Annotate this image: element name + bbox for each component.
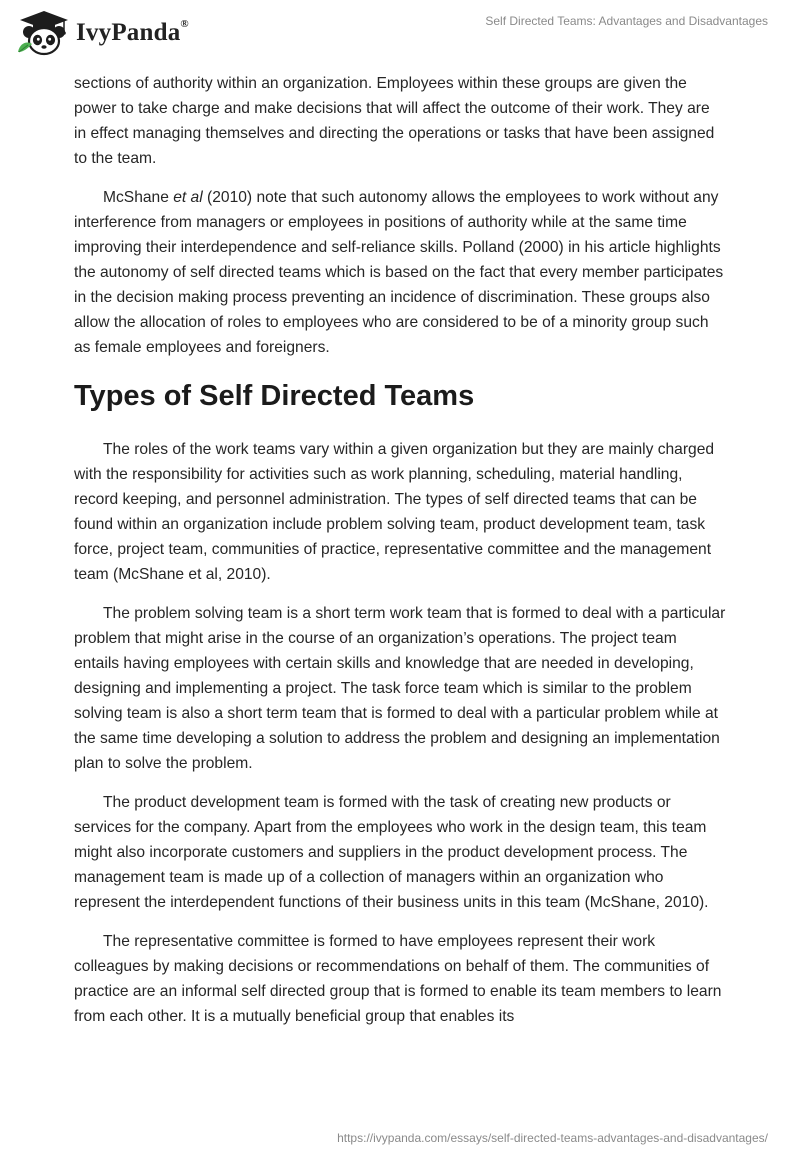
document-title: Self Directed Teams: Advantages and Disadvantages (485, 14, 768, 28)
paragraph-4: The problem solving team is a short term work team that is formed to deal with a particular problem that might arise in the course of an organization’s operations. The project team entails having employees with certain skills and knowledge that are needed in developing, designing and implementing a project. The task force team which is similar to the problem solving team is also a short term team that is formed to deal with a particular problem while at the same time developing a solution to address the problem and designing an implementation plan to solve the problem. (74, 605, 726, 772)
panda-graduation-cap-logo-icon (14, 8, 70, 58)
paragraph-2-start: McShane (103, 189, 174, 206)
essay-body (74, 71, 726, 1043)
paragraph-2-emphasis: et al (173, 189, 203, 206)
paragraph-3: The roles of the work teams vary within a given organization but they are mainly charged with the responsibility for activities such as work planning, scheduling, material handling, record keeping, and personnel administration. The types of self directed teams that can be found within an organization include problem solving team, product development team, task force, project team, communities of practice, representative committee and the management team (McShane et al, 2010). (74, 441, 715, 583)
logo-name: IvyPanda (76, 19, 181, 46)
paragraph-2 (74, 185, 726, 360)
paragraph-2-rest: (2010) note that such autonomy allows the employees to work without any interference from managers or employees in positions of authority while at the same time improving their interdependence and self-reliance skills. Polland (2000) in his article highlights the autonomy of self directed teams which is based on the fact that every member participates in the decision making process preventing an incidence of discrimination. These groups also allow the allocation of roles to employees who are considered to be of a minority group such as female employees and foreigners. (74, 189, 724, 356)
paragraph-1: sections of authority within an organization. Employees within these groups are given the power to take charge and make decisions that will affect the outcome of their work. They are in effect managing themselves and directing the operations or tasks that have been assigned to the team. (74, 75, 715, 167)
section-heading: Types of Self Directed Teams (74, 380, 475, 412)
logo-wordmark (76, 19, 189, 47)
ivypanda-logo[interactable] (14, 8, 189, 58)
registered-mark: ® (180, 17, 189, 30)
page-header (0, 0, 800, 66)
paragraph-5: The product development team is formed with the task of creating new products or services for the company. Apart from the employees who work in the design team, this team might also incorporate customers and suppliers in the product development process. The management team is made up of a collection of managers within an organization who represent the interdependent functions of their business units in this team (McShane, 2010). (74, 794, 709, 911)
footer-url[interactable]: https://ivypanda.com/essays/self-directed-teams-advantages-and-disadvantages/ (337, 1131, 768, 1145)
paragraph-6: The representative committee is formed to have employees represent their work colleagues by making decisions or recommendations on behalf of them. The communities of practice are an informal self directed group that is formed to enable its team members to learn from each other. It is a mutually beneficial group that enables its (74, 933, 722, 1025)
